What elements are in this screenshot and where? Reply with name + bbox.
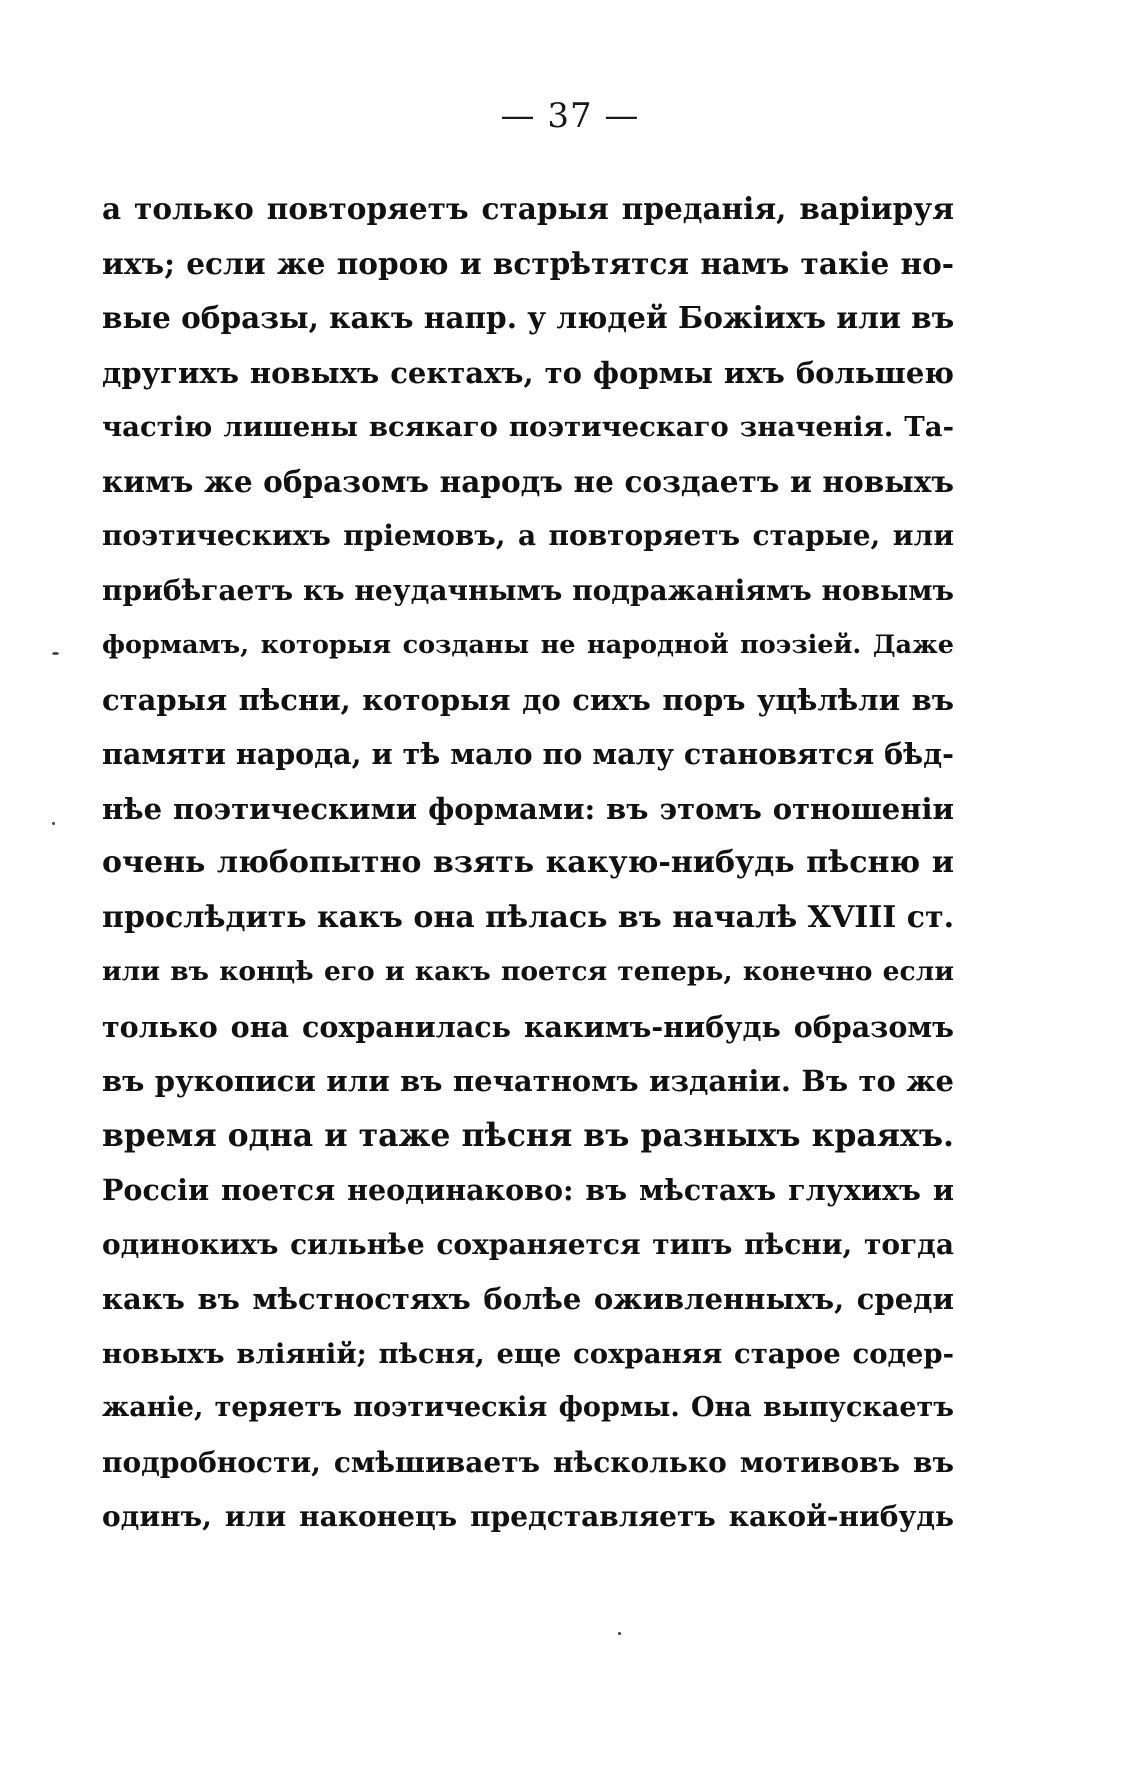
scan-speck [52, 822, 55, 825]
page-number: — 37 — [500, 96, 640, 136]
text-line: прибѣгаетъ къ неудачнымъ подражаніямъ новымъ [102, 573, 954, 607]
text-line: памяти народа, и тѣ мало по малу становятся бѣд- [102, 737, 954, 771]
text-line: время одна и таже пѣсня въ разныхъ краяхъ. [102, 1116, 954, 1154]
text-line: только она сохранилась какимъ-нибудь образомъ [102, 1009, 954, 1044]
text-line: одинокихъ сильнѣе сохраняется типъ пѣсни, тогда [102, 1227, 954, 1261]
text-line: подробности, смѣшиваетъ нѣсколько мотивовъ въ [102, 1445, 954, 1479]
text-line: новыхъ вліяній; пѣсня, еще сохраняя старое содер- [102, 1337, 954, 1370]
text-line: какъ въ мѣстностяхъ болѣе оживленныхъ, среди [102, 1282, 954, 1316]
text-line: кимъ же образомъ народъ не создаетъ и новыхъ [102, 463, 954, 499]
text-line: поэтическихъ пріемовъ, а повторяетъ старые, или [102, 519, 954, 552]
scan-speck [618, 1632, 621, 1635]
text-line: очень любопытно взять какую-нибудь пѣсню и [102, 845, 954, 880]
scan-speck [52, 652, 59, 655]
text-line: или въ концѣ его и какъ поется теперь, конечно если [102, 956, 954, 987]
text-line: ихъ; если же порою и встрѣтятся намъ такіе но- [102, 245, 954, 281]
text-line: частію лишены всякаго поэтическаго значенія. Та- [102, 411, 954, 443]
text-line: одинъ, или наконецъ представляетъ какой-нибудь [102, 1500, 954, 1533]
text-line: а только повторяетъ старыя преданія, варіируя [102, 191, 954, 226]
text-line: въ рукописи или въ печатномъ изданіи. Въ то же [102, 1064, 954, 1098]
text-line: вые образы, какъ напр. у людей Божіихъ или въ [102, 300, 955, 335]
body-text [102, 182, 954, 1545]
text-line: нѣе поэтическими формами: въ этомъ отношеніи [102, 791, 954, 826]
text-line: старыя пѣсни, которыя до сихъ поръ уцѣлѣли въ [102, 682, 954, 717]
text-line: формамъ, которыя созданы не народной поэзіей. Даже [102, 630, 954, 660]
text-line: Россіи поется неодинаково: въ мѣстахъ глухихъ и [102, 1173, 954, 1207]
text-line: прослѣдить какъ она пѣлась въ началѣ XVIII ст. [102, 899, 955, 935]
text-line: другихъ новыхъ сектахъ, то формы ихъ большею [102, 355, 954, 390]
text-line: жаніе, теряетъ поэтическія формы. Она выпускаетъ [102, 1392, 954, 1423]
